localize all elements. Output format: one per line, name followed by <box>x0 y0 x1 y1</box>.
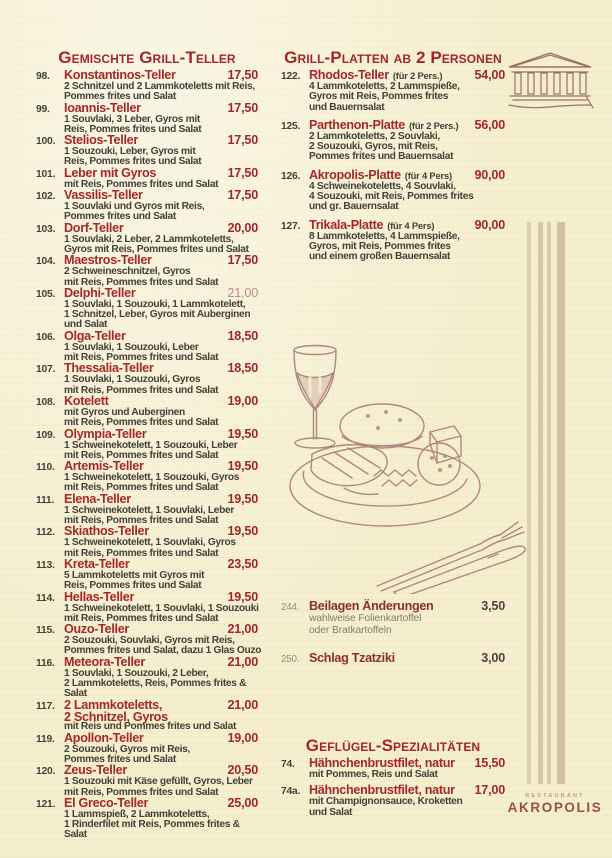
item-description-line: mit Reis, Pommes frites und Salat <box>64 178 219 190</box>
item-price: 18,50 <box>227 328 258 343</box>
item-number: 119. <box>36 733 55 745</box>
item-title: Hähnchenbrustfilet, natur <box>309 783 455 798</box>
menu-item <box>36 363 258 396</box>
item-head <box>281 601 505 613</box>
item-number: 115. <box>36 625 55 637</box>
item-price: 17,50 <box>227 100 258 115</box>
item-body <box>36 375 258 396</box>
column-stripe <box>547 222 551 784</box>
item-title: Vassilis-Teller <box>64 188 143 203</box>
item-title-line2: 2 Schnitzel, Gyros <box>64 709 168 724</box>
item-head <box>36 491 258 506</box>
item-description-line: mit Reis, Pommes frites und Salat <box>64 547 219 559</box>
item-description-line: 4 Schweinekoteletts, 4 Souvlaki, <box>309 180 456 192</box>
item-description-line: 1 Souvlaki, 2 Leber, 2 Lammkoteletts, <box>64 233 234 245</box>
restaurant-logo <box>503 793 607 815</box>
item-description-line: 2 Lammkoteletts, Reis, Pommes frites & <box>64 677 247 689</box>
item-description-line: Pommes frites und Salat <box>64 91 176 103</box>
menu-item <box>36 255 258 288</box>
menu-item <box>36 220 258 256</box>
item-price: 20,50 <box>227 763 258 778</box>
menu-item <box>36 70 258 103</box>
menu-item <box>36 426 258 462</box>
item-title: Skiathos-Teller <box>64 524 149 539</box>
item-description-line: mit Reis, Pommes frites und Salat <box>64 482 219 494</box>
item-body <box>36 300 258 331</box>
parthenon-icon <box>506 50 594 112</box>
item-description-line: Pommes frites und Salat <box>64 753 176 765</box>
item-body <box>281 232 505 263</box>
item-body <box>36 538 258 559</box>
item-description-line: 1 Souvlaki, 1 Souzouki, Gyros <box>64 374 201 386</box>
knife-icon <box>394 546 525 594</box>
menu-item <box>36 328 258 364</box>
menu-item <box>36 190 258 223</box>
item-number: 108. <box>36 396 56 408</box>
item-description-line: 2 Souzouki, Gyros mit Reis, <box>64 743 191 755</box>
menu-item <box>36 491 258 527</box>
item-body <box>36 669 258 700</box>
item-title: Dorf-Teller <box>64 220 124 235</box>
item-description-line: mit Reis, Pommes frites und Salat <box>64 352 219 364</box>
item-description-line: und einem großen Bauernsalat <box>309 251 451 263</box>
item-title: Beilagen Änderungen <box>309 599 434 613</box>
item-body <box>36 235 258 256</box>
item-price: 19,00 <box>227 393 258 408</box>
item-head <box>36 654 258 669</box>
item-title: Leber mit Gyros <box>64 165 157 180</box>
item-number: 122. <box>281 71 301 82</box>
item-description-line: 1 Lammspieß, 2 Lammkoteletts, <box>64 808 210 820</box>
item-number: 109. <box>36 429 56 441</box>
item-body <box>281 82 505 113</box>
item-price: 19,50 <box>227 589 258 604</box>
item-price: 21,00 <box>227 654 258 669</box>
item-description-line: 1 Schweinekotelett, 1 Souvlaki, Leber <box>64 504 235 516</box>
item-number: 98. <box>36 71 50 82</box>
item-head <box>36 328 258 343</box>
item-description-line: oder Bratkartoffeln <box>309 624 392 636</box>
item-body <box>36 115 258 136</box>
item-list <box>281 758 505 818</box>
item-body <box>36 745 258 766</box>
item-serving-note: (für 2 Pers.) <box>408 119 459 131</box>
item-number: 126. <box>281 170 301 182</box>
item-description-line: mit Reis, Pommes frites und Salat <box>64 417 219 429</box>
item-number: 101. <box>36 168 56 180</box>
item-price: 17,50 <box>227 165 258 180</box>
item-price: 15,50 <box>474 756 505 770</box>
item-description-line: mit Pommes, Reis und Salat <box>309 769 438 780</box>
logo-restaurant-label: RESTAURANT <box>525 793 585 799</box>
item-description-line: mit Reis, Pommes frites und Salat <box>64 786 219 798</box>
logo-name: AKROPOLIS <box>507 799 603 816</box>
item-number: 114. <box>36 592 55 604</box>
item-serving-note: (für 4 Pers) <box>387 219 435 231</box>
item-head <box>36 426 258 441</box>
item-description-line: und Bauernsalat <box>309 101 385 113</box>
item-number: 112. <box>36 527 55 539</box>
food-sketch <box>311 404 461 494</box>
item-price: 17,50 <box>227 133 258 148</box>
item-body <box>36 810 258 841</box>
menu-item <box>36 556 258 592</box>
item-description-line: 4 Souzouki, mit Reis, Pommes frites <box>309 191 474 203</box>
item-description-line: 1 Souvlaki, 3 Leber, Gyros mit <box>64 113 200 125</box>
menu-item <box>36 730 258 766</box>
menu-item <box>281 167 505 213</box>
item-body <box>36 267 258 288</box>
dish-illustration <box>282 336 532 594</box>
menu-item <box>36 654 258 700</box>
item-number: 116. <box>36 657 55 669</box>
item-head <box>36 730 258 745</box>
item-title: Thessalia-Teller <box>64 361 154 376</box>
item-title: Meteora-Teller <box>64 654 145 669</box>
item-price: 17,50 <box>227 68 258 82</box>
item-price: 3,00 <box>481 651 505 665</box>
item-description-line: 1 Schweinekotelett, 1 Souzouki, Gyros <box>64 472 240 484</box>
item-body <box>36 777 258 798</box>
item-title: Hähnchenbrustfilet, natur <box>309 756 455 770</box>
item-title: Rhodos-Teller <box>309 68 389 82</box>
item-description-line: Salat <box>64 688 87 700</box>
item-head <box>281 653 505 665</box>
item-number: 127. <box>281 220 301 232</box>
item-description-line: 2 Lammkoteletts, 2 Souvlaki, <box>309 130 440 142</box>
item-description-line: Pommes frites und Salat <box>64 211 176 223</box>
section-title: Geflügel-Spezialitäten <box>305 736 481 755</box>
item-price: 19,50 <box>227 426 258 441</box>
item-description-line: 1 Souvlaki und Gyros mit Reis, <box>64 201 205 213</box>
item-title: Konstantinos-Teller <box>64 68 176 82</box>
menu-item <box>36 622 262 657</box>
item-price: 19,00 <box>227 730 258 745</box>
menu-item <box>281 758 505 780</box>
item-title: Kotelett <box>64 393 109 408</box>
item-serving-note: (für 4 Pers) <box>404 169 452 181</box>
wine-glass-icon <box>294 346 336 449</box>
item-body <box>36 441 258 462</box>
item-description-line: und gr. Bauernsalat <box>309 201 399 213</box>
item-description-line: mit Reis, Pommes frites und Salat <box>64 384 219 396</box>
item-body <box>281 797 505 818</box>
item-number: 104. <box>36 256 56 268</box>
item-number: 250. <box>281 654 300 665</box>
item-body <box>281 613 505 636</box>
item-head <box>281 217 505 232</box>
item-title: Schlag Tzatziki <box>309 651 395 665</box>
item-title: Hellas-Teller <box>64 589 135 604</box>
menu-item <box>36 765 258 798</box>
item-description-line: 1 Souzouki mit Käse gefüllt, Gyros, Leber <box>64 776 253 788</box>
item-description-line: mit Reis, Pommes frites und Salat <box>64 515 219 527</box>
menu-item <box>36 165 258 190</box>
menu-item <box>36 393 258 429</box>
item-price: 17,50 <box>227 253 258 268</box>
item-price: 54,00 <box>474 68 505 82</box>
menu-item <box>281 70 505 113</box>
item-description-line: Pommes frites und Salat, dazu 1 Glas Ouzo <box>64 645 262 657</box>
item-title: Maestros-Teller <box>64 253 152 268</box>
item-description-line: Gyros mit Reis, Pommes frites und Salat <box>64 243 249 255</box>
item-description-line: mit Champignonsauce, Kroketten <box>309 796 463 808</box>
item-description-line: 2 Schnitzel und 2 Lammkoteletts mit Reis, <box>64 81 255 92</box>
item-number: 113. <box>36 559 55 571</box>
item-number: 110. <box>36 462 55 474</box>
item-description-line: 2 Schweineschnitzel, Gyros <box>64 266 191 278</box>
menu-item <box>36 697 258 733</box>
item-description-line: 2 Souzouki, Souvlaki, Gyros mit Reis, <box>64 635 235 647</box>
item-body <box>281 182 505 213</box>
item-description-line: mit Reis und Pommes frites und Salat <box>64 721 237 733</box>
item-description-line: Pommes frites und Bauernsalat <box>309 151 454 163</box>
item-number: 102. <box>36 191 56 203</box>
item-number: 106. <box>36 331 56 343</box>
item-description-line: und Salat <box>309 806 353 818</box>
item-price: 17,00 <box>474 783 505 798</box>
item-title: Ouzo-Teller <box>64 622 130 637</box>
item-number: 74a. <box>281 786 301 798</box>
item-description-line: 8 Lammkoteletts, 4 Lammspieße, <box>309 230 460 242</box>
item-title: Akropolis-Platte <box>309 167 401 182</box>
section-grill-platten <box>281 48 505 270</box>
item-description-line: 1 Schweinekotelett, 1 Souvlaki, 1 Souzouki <box>64 602 259 614</box>
item-number: 244. <box>281 602 300 613</box>
item-number: 105. <box>36 288 56 300</box>
item-number: 99. <box>36 103 50 115</box>
item-description-line: 1 Souzouki, Leber, Gyros mit <box>64 146 196 158</box>
item-title: Kreta-Teller <box>64 556 130 571</box>
menu-item <box>36 285 258 331</box>
item-description-line: 1 Schnitzel, Leber, Gyros mit Auberginen <box>64 309 251 321</box>
menu-item <box>281 601 505 636</box>
item-description-line: 5 Lammkoteletts mit Gyros mit <box>64 569 205 581</box>
item-body <box>36 343 258 364</box>
item-number: 125. <box>281 120 301 132</box>
item-price: 19,50 <box>227 459 258 474</box>
item-body <box>281 132 505 163</box>
plate-icon <box>290 446 480 526</box>
item-description-line: und Salat <box>64 319 108 331</box>
item-body <box>36 202 258 223</box>
item-description-line: 4 Lammkoteletts, 2 Lammspieße, <box>309 81 460 92</box>
item-description-line: 1 Souvlaki, 1 Souzouki, 2 Leber, <box>64 667 209 679</box>
item-description-line: mit Reis, Pommes frites und Salat <box>64 449 219 461</box>
item-description-line: 1 Souvlaki, 1 Souzouki, Leber <box>64 341 199 353</box>
menu-item <box>36 589 259 625</box>
item-price: 56,00 <box>474 117 505 132</box>
menu-item <box>281 785 505 818</box>
item-body <box>36 408 258 429</box>
menu-item <box>281 653 505 665</box>
item-description-line: 1 Schweinekotelett, 1 Souzouki, Leber <box>64 439 238 451</box>
item-head <box>36 220 258 235</box>
item-price: 19,50 <box>227 524 258 539</box>
item-body <box>36 571 258 592</box>
item-list <box>281 601 505 665</box>
section-gefluegel <box>281 736 505 823</box>
item-price: 20,00 <box>227 220 258 235</box>
item-price: 19,50 <box>227 491 258 506</box>
item-title: Delphi-Teller <box>64 285 136 300</box>
item-head <box>36 165 258 180</box>
menu-item <box>36 461 258 494</box>
item-description-line: 1 Schweinekotelett, 1 Souvlaki, Gyros <box>64 537 236 549</box>
item-number: 121. <box>36 798 56 810</box>
item-price: 90,00 <box>474 217 505 232</box>
item-head <box>281 167 505 182</box>
item-price: 21,00 <box>227 622 258 637</box>
item-title: Parthenon-Platte <box>309 117 405 132</box>
item-number: 117. <box>36 700 55 712</box>
item-price: 17,50 <box>227 188 258 203</box>
item-title: 2 Lammkoteletts, <box>64 697 163 712</box>
item-description-line: 1 Souvlaki, 1 Souzouki, 1 Lammkotelett, <box>64 298 246 310</box>
menu-item <box>36 135 258 168</box>
section-gemischte-grill-teller <box>36 48 262 841</box>
item-title: Artemis-Teller <box>64 459 144 474</box>
item-body <box>36 147 258 168</box>
item-body <box>36 709 258 733</box>
menu-item <box>36 100 258 136</box>
item-body <box>281 770 505 780</box>
menu-item <box>36 526 258 559</box>
item-description-line: Reis, Pommes frites und Salat <box>64 580 202 592</box>
column-stripe <box>557 222 565 784</box>
section-title: Grill-Platten ab 2 Personen <box>284 48 502 67</box>
item-description-line: Gyros, mit Reis, Pommes frites <box>309 240 451 252</box>
menu-item <box>36 795 258 841</box>
item-head <box>36 589 258 604</box>
item-title: Olga-Teller <box>64 328 126 343</box>
item-title: Trikala-Platte <box>309 217 384 232</box>
item-description-line: Salat <box>64 829 87 841</box>
item-description-line: Reis, Pommes frites und Salat <box>64 123 202 135</box>
item-number: 120. <box>36 766 56 778</box>
item-description-line: mit Reis, Pommes frites und Salat <box>64 276 219 288</box>
item-description-line: mit Reis, Pommes frites und Salat <box>64 612 219 624</box>
item-title: Stelios-Teller <box>64 133 138 148</box>
item-list <box>281 70 505 263</box>
item-number: 111. <box>36 494 55 506</box>
item-price: 3,50 <box>481 599 505 613</box>
section-title: Gemischte Grill-Teller <box>58 48 236 67</box>
column-stripe <box>538 222 543 784</box>
item-body <box>36 604 258 625</box>
item-description-line: wahlweise Folienkartoffel <box>309 613 422 624</box>
item-price: 21,00 <box>227 285 258 300</box>
item-body <box>36 635 262 657</box>
section-extras <box>281 601 505 682</box>
item-description-line: Reis, Pommes frites und Salat <box>64 156 202 168</box>
item-title: Ioannis-Teller <box>64 100 141 115</box>
item-number: 107. <box>36 364 56 376</box>
item-description-line: Gyros mit Reis, Pommes frites <box>309 91 449 103</box>
item-description-line: 2 Souzouki, Gyros, mit Reis, <box>309 141 438 153</box>
item-price: 21,00 <box>227 697 258 712</box>
item-price: 23,50 <box>227 556 258 571</box>
menu-item <box>281 117 505 163</box>
item-body <box>36 473 258 494</box>
item-serving-note: (für 2 Pers.) <box>392 70 443 81</box>
menu-item <box>281 217 505 263</box>
item-number: 74. <box>281 759 295 770</box>
item-title: Zeus-Teller <box>64 763 127 778</box>
item-title: El Greco-Teller <box>64 795 149 810</box>
item-list <box>36 68 262 841</box>
item-number: 103. <box>36 223 56 235</box>
item-title: Elena-Teller <box>64 491 131 506</box>
item-number: 100. <box>36 136 56 148</box>
item-description-line: 1 Rinderfilet mit Reis, Pommes frites & <box>64 819 240 831</box>
item-head <box>36 100 258 115</box>
item-price: 25,00 <box>227 795 258 810</box>
item-title: Apollon-Teller <box>64 730 144 745</box>
item-body <box>36 506 258 527</box>
item-body <box>36 82 258 103</box>
item-title: Olympia-Teller <box>64 426 147 441</box>
item-price: 90,00 <box>474 167 505 182</box>
item-price: 18,50 <box>227 361 258 376</box>
item-description-line: mit Gyros und Auberginen <box>64 406 185 418</box>
